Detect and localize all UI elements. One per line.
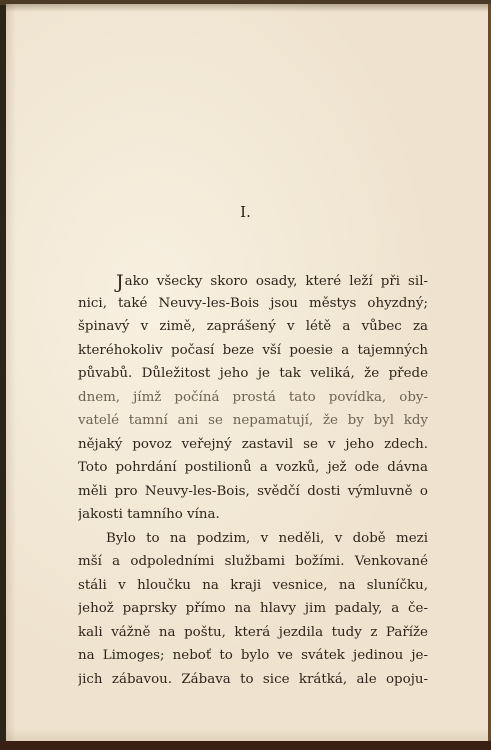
text-line-content: ako všecky skoro osady, které leží při sil- xyxy=(124,274,428,289)
text-line: stáli v hloučku na kraji vesnice, na sluníčku, xyxy=(78,577,428,593)
text-line: kali vážně na poštu, která jezdila tudy z Paříže xyxy=(78,624,428,640)
text-line xyxy=(78,268,428,292)
text-line: půvabů. Důležitost jeho je tak veliká, že přede xyxy=(78,366,428,381)
text-line: Toto pohrdání postilionů a vozků, jež ode dávna xyxy=(78,460,428,475)
text-line: jehož paprsky přímo na hlavy jim padaly, a če- xyxy=(78,601,428,616)
chapter-heading: I. xyxy=(240,203,251,221)
text-line: kteréhokoliv počasí beze vší poesie a tajemných xyxy=(78,342,428,358)
text-line: na Limoges; neboť to bylo ve svátek jedinou je- xyxy=(78,648,428,663)
text-line: měli pro Neuvy-les-Bois, svědčí dosti výmluvně o xyxy=(78,483,428,499)
text-line: nějaký povoz veřejný zastavil se v jeho zdech. xyxy=(78,436,428,452)
drop-cap-initial: J xyxy=(116,271,124,292)
text-line: nici, také Neuvy-les-Bois jsou městys ohyzdný; xyxy=(78,295,428,311)
text-line: jakosti tamního vína. xyxy=(78,507,220,522)
body-text xyxy=(78,268,428,691)
text-line: mší a odpoledními službami božími. Venkované xyxy=(78,554,428,569)
text-line: jich zábavou. Zábava to sice krátká, ale opoju- xyxy=(78,671,428,687)
text-line: dnem, jímž počíná prostá tato povídka, oby- xyxy=(78,389,428,405)
text-line: špinavý v zimě, zaprášený v létě a vůbec za xyxy=(78,319,428,334)
text-line: Bylo to na podzim, v neděli, v době mezi xyxy=(106,530,428,546)
book-bottom-edge xyxy=(0,741,491,750)
text-line: vatelé tamní ani se nepamatují, že by byl kdy xyxy=(78,413,428,428)
